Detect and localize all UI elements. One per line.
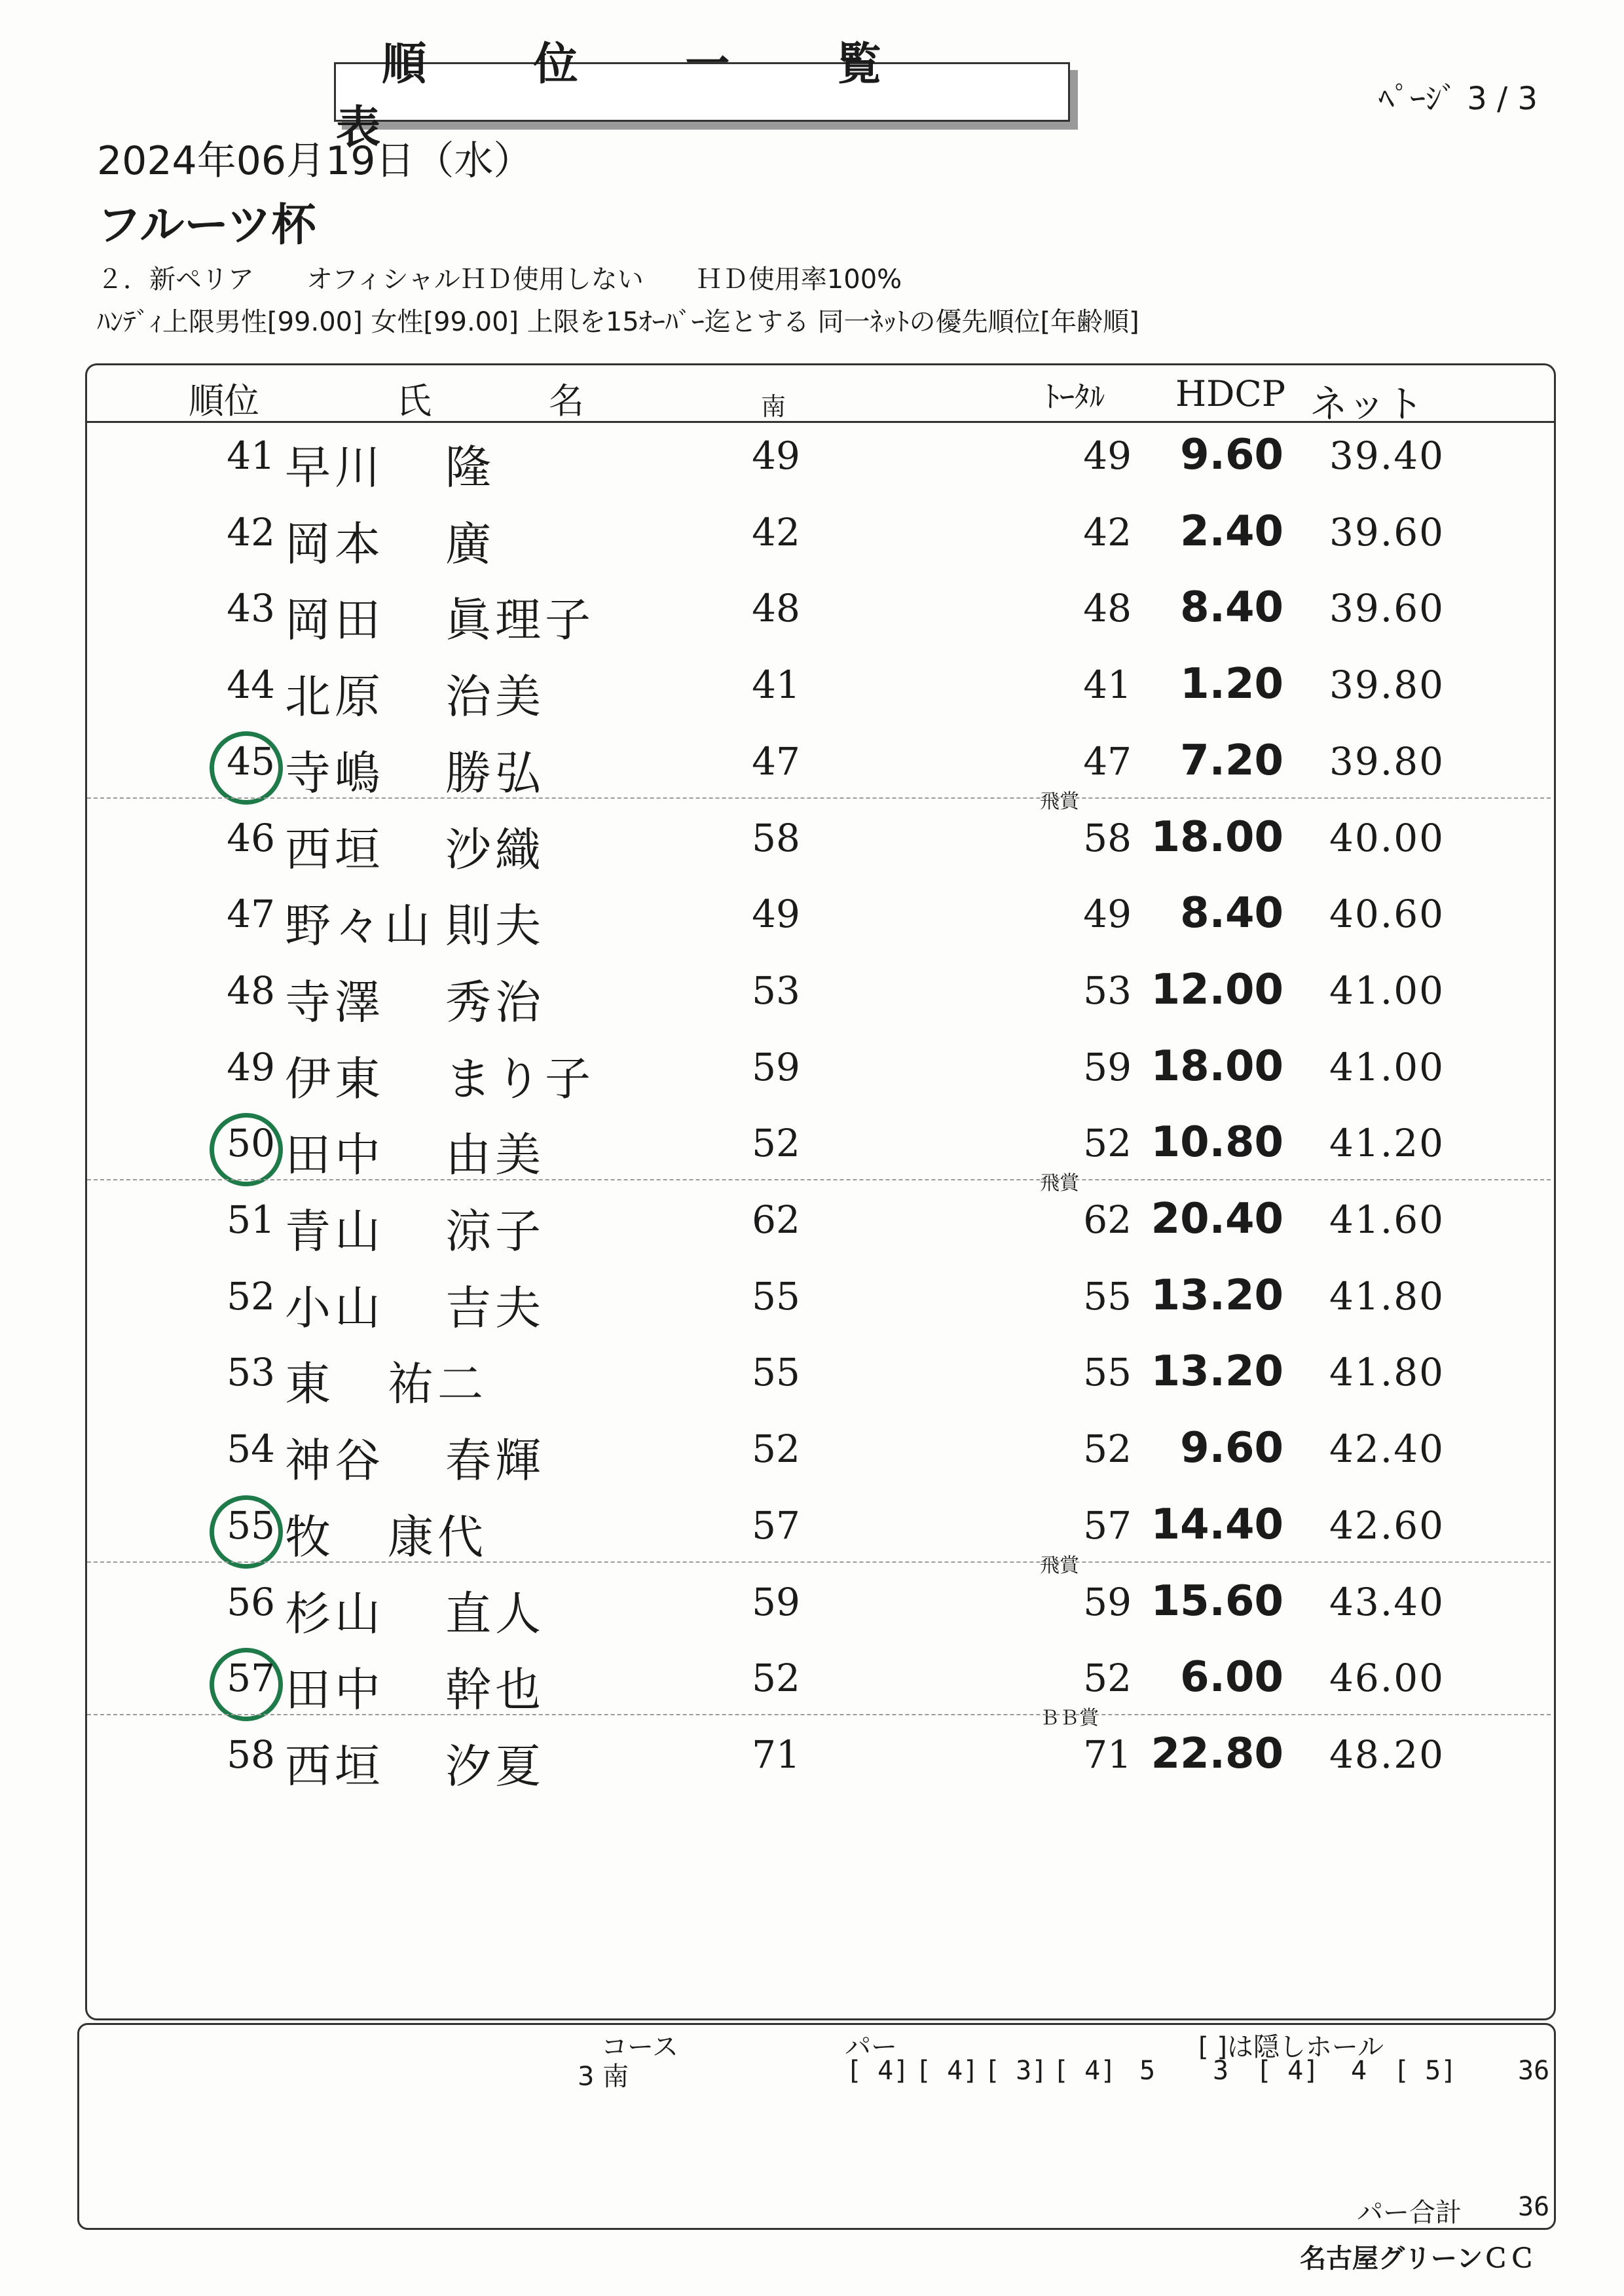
rank-cell: 44 [227,663,275,707]
result-row [0,496,1624,572]
hole-par: 5 [1139,2056,1156,2086]
rank-cell: 52 [227,1274,275,1319]
hdcp-cell: 12.00 [1151,966,1283,1014]
net-score-cell: 39.60 [1329,510,1445,555]
net-score-cell: 43.40 [1329,1580,1445,1624]
net-score-cell: 48.20 [1329,1732,1445,1777]
hole-par: 3 [1213,2056,1229,2086]
total-score-cell: 59 [1083,1580,1132,1624]
group-separator [87,1561,1551,1563]
hidden-hole-note: [ ]は隠しホール [1198,2032,1384,2062]
first-name-cell: 勝弘 [445,746,545,800]
first-name-cell: 直人 [445,1587,545,1641]
last-name-cell: 岡本 [285,517,384,571]
par-label: パー [845,2032,897,2062]
first-name-cell: 則夫 [445,899,545,953]
last-name-cell: 田中 [285,1128,384,1182]
net-score-cell: 40.60 [1329,892,1445,936]
result-row [0,1641,1624,1730]
last-name-cell: 神谷 [285,1434,384,1487]
award-label: 飛賞 [1040,790,1079,813]
column-header-south: 南 [761,392,786,421]
hdcp-cell: 7.20 [1180,737,1283,785]
last-name-cell: 西垣 [285,1740,384,1793]
last-name-cell: 牧 [285,1510,335,1564]
rank-cell: 54 [227,1427,275,1471]
hole-par: [ 5] [1393,2056,1457,2086]
hdcp-cell: 13.20 [1151,1347,1283,1396]
award-label: 飛賞 [1040,1554,1079,1577]
hdcp-cell: 13.20 [1151,1271,1283,1320]
hdcp-cell: 9.60 [1180,431,1283,479]
total-score-cell: 53 [1083,968,1132,1013]
result-row [0,1260,1624,1336]
first-name-cell: 涼子 [445,1205,545,1258]
hdcp-cell: 22.80 [1151,1730,1283,1778]
rank-cell: 51 [227,1197,275,1242]
hole-par: 4 [1351,2056,1367,2086]
hdcp-cell: 18.00 [1151,1042,1283,1091]
south-score-cell: 59 [752,1045,800,1089]
result-row [0,1106,1624,1195]
last-name-cell: 岡田 [285,593,384,647]
first-name-cell: 秀治 [445,975,545,1029]
rank-cell: 55 [227,1503,275,1548]
net-score-cell: 41.00 [1329,1045,1445,1089]
page-number: ﾍﾟｰｼﾞ 3 / 3 [1378,81,1538,117]
net-score-cell: 41.80 [1329,1274,1445,1319]
net-score-cell: 40.00 [1329,816,1445,860]
south-score-cell: 59 [752,1580,800,1624]
south-score-cell: 71 [752,1732,800,1777]
net-score-cell: 41.20 [1329,1121,1445,1165]
rank-cell: 56 [227,1580,275,1624]
net-score-cell: 39.80 [1329,739,1445,784]
course-label: コース [601,2032,678,2062]
hdcp-cell: 20.40 [1151,1195,1283,1243]
last-name-cell: 伊東 [285,1052,384,1106]
first-name-cell: 幹也 [445,1663,545,1717]
south-score-cell: 41 [752,663,800,707]
award-label: 飛賞 [1040,1172,1079,1195]
rank-cell: 57 [227,1656,275,1700]
hole-par: [ 3] [984,2056,1048,2086]
last-name-cell: 寺嶋 [285,746,384,800]
rank-cell: 42 [227,510,275,555]
club-name: 名古屋グリーンＣＣ [1300,2244,1536,2274]
first-name-cell: 康代 [388,1510,487,1564]
result-row [0,1412,1624,1488]
south-score-cell: 57 [752,1503,800,1548]
hole-par: [ 4] [915,2056,979,2086]
first-name-cell: 由美 [445,1128,545,1182]
event-date: 2024年06月19日（水） [97,138,533,184]
last-name-cell: 小山 [285,1281,384,1335]
first-name-cell: 沙織 [445,823,545,877]
total-score-cell: 48 [1083,586,1132,630]
group-separator [87,797,1551,799]
rank-cell: 53 [227,1350,275,1394]
rank-cell: 48 [227,968,275,1013]
net-score-cell: 42.40 [1329,1427,1445,1471]
total-score-cell: 42 [1083,510,1132,555]
south-score-cell: 42 [752,510,800,555]
net-score-cell: 39.80 [1329,663,1445,707]
result-row [0,877,1624,953]
total-score-cell: 57 [1083,1503,1132,1548]
south-score-cell: 48 [752,586,800,630]
total-score-cell: 55 [1083,1274,1132,1319]
first-name-cell: 眞理子 [445,593,595,647]
south-score-cell: 49 [752,892,800,936]
first-name-cell: 廣 [445,517,495,571]
result-row [0,1718,1624,1794]
page-title: 順 位 一 覧 表 [334,62,1070,122]
column-header-name-1: 氏 [396,380,432,422]
column-header-name-2: 名 [549,380,584,422]
last-name-cell: 田中 [285,1663,384,1717]
hdcp-cell: 10.80 [1151,1118,1283,1167]
total-score-cell: 59 [1083,1045,1132,1089]
par-total-label: パー合計 [1357,2198,1462,2228]
column-header-net: ネット [1310,382,1424,426]
south-score-cell: 52 [752,1656,800,1700]
result-row [0,1565,1624,1641]
total-score-cell: 49 [1083,433,1132,478]
rank-cell: 41 [227,433,275,478]
last-name-cell: 野々山 [285,899,434,953]
net-score-cell: 41.60 [1329,1197,1445,1242]
last-name-cell: 西垣 [285,823,384,877]
result-row [0,1030,1624,1106]
result-row [0,725,1624,813]
total-score-cell: 62 [1083,1197,1132,1242]
course-name: 3 南 [578,2062,629,2092]
total-score-cell: 71 [1083,1732,1132,1777]
first-name-cell: 吉夫 [445,1281,545,1335]
hdcp-cell: 14.40 [1151,1501,1283,1549]
course-total: 36 [1518,2056,1550,2086]
first-name-cell: 祐二 [388,1357,487,1411]
result-row [0,1336,1624,1412]
net-score-cell: 39.40 [1329,433,1445,478]
event-name: フルーツ杯 [97,200,316,251]
net-score-cell: 42.60 [1329,1503,1445,1548]
group-separator [87,1714,1551,1715]
net-score-cell: 39.60 [1329,586,1445,630]
result-row [0,572,1624,647]
hdcp-cell: 2.40 [1180,507,1283,556]
column-header-rank: 順位 [189,380,259,422]
south-score-cell: 58 [752,816,800,860]
south-score-cell: 55 [752,1274,800,1319]
rank-cell: 47 [227,892,275,936]
column-header-hdcp: HDCP [1175,373,1286,414]
net-score-cell: 41.80 [1329,1350,1445,1394]
south-score-cell: 62 [752,1197,800,1242]
south-score-cell: 52 [752,1121,800,1165]
rank-cell: 43 [227,586,275,630]
rank-cell: 58 [227,1732,275,1777]
result-row [0,648,1624,724]
handicap-limits: ﾊﾝﾃﾞｨ上限男性[99.00] 女性[99.00] 上限を15ｵｰﾊﾞｰ迄とする 同一ﾈｯﾄの優先順位[年齢順] [97,307,1139,337]
rank-cell: 46 [227,816,275,860]
last-name-cell: 青山 [285,1205,384,1258]
result-row [0,1489,1624,1577]
total-score-cell: 47 [1083,739,1132,784]
south-score-cell: 47 [752,739,800,784]
result-row [0,419,1624,495]
total-score-cell: 55 [1083,1350,1132,1394]
net-score-cell: 46.00 [1329,1656,1445,1700]
south-score-cell: 52 [752,1427,800,1471]
hdcp-cell: 8.40 [1180,583,1283,632]
hdcp-cell: 6.00 [1180,1653,1283,1702]
rank-cell: 50 [227,1121,275,1165]
total-score-cell: 58 [1083,816,1132,860]
last-name-cell: 早川 [285,441,384,494]
south-score-cell: 53 [752,968,800,1013]
last-name-cell: 北原 [285,670,384,723]
handicap-conditions: ２．新ペリア オフィシャルＨＤ使用しない ＨＤ使用率100% [97,264,902,295]
hdcp-cell: 15.60 [1151,1577,1283,1626]
hole-par: [ 4] [1256,2056,1320,2086]
result-row [0,954,1624,1030]
first-name-cell: 治美 [445,670,545,723]
result-row [0,801,1624,877]
result-row [0,1183,1624,1259]
hole-par: [ 4] [846,2056,910,2086]
first-name-cell: 隆 [445,441,495,494]
hdcp-cell: 1.20 [1180,660,1283,708]
rank-cell: 45 [227,739,275,784]
group-separator [87,1179,1551,1180]
south-score-cell: 49 [752,433,800,478]
award-label: ＢＢ賞 [1040,1707,1099,1730]
total-score-cell: 41 [1083,663,1132,707]
hdcp-cell: 18.00 [1151,813,1283,862]
last-name-cell: 杉山 [285,1587,384,1641]
rank-cell: 49 [227,1045,275,1089]
last-name-cell: 寺澤 [285,975,384,1029]
first-name-cell: まり子 [445,1052,595,1106]
hdcp-cell: 9.60 [1180,1424,1283,1472]
south-score-cell: 55 [752,1350,800,1394]
first-name-cell: 汐夏 [445,1740,545,1793]
last-name-cell: 東 [285,1357,335,1411]
net-score-cell: 41.00 [1329,968,1445,1013]
total-score-cell: 52 [1083,1427,1132,1471]
total-score-cell: 49 [1083,892,1132,936]
total-score-cell: 52 [1083,1656,1132,1700]
hdcp-cell: 8.40 [1180,889,1283,938]
par-total-value: 36 [1518,2192,1550,2222]
column-header-total: ﾄｰﾀﾙ [1044,379,1105,414]
hole-par: [ 4] [1053,2056,1116,2086]
first-name-cell: 春輝 [445,1434,545,1487]
total-score-cell: 52 [1083,1121,1132,1165]
